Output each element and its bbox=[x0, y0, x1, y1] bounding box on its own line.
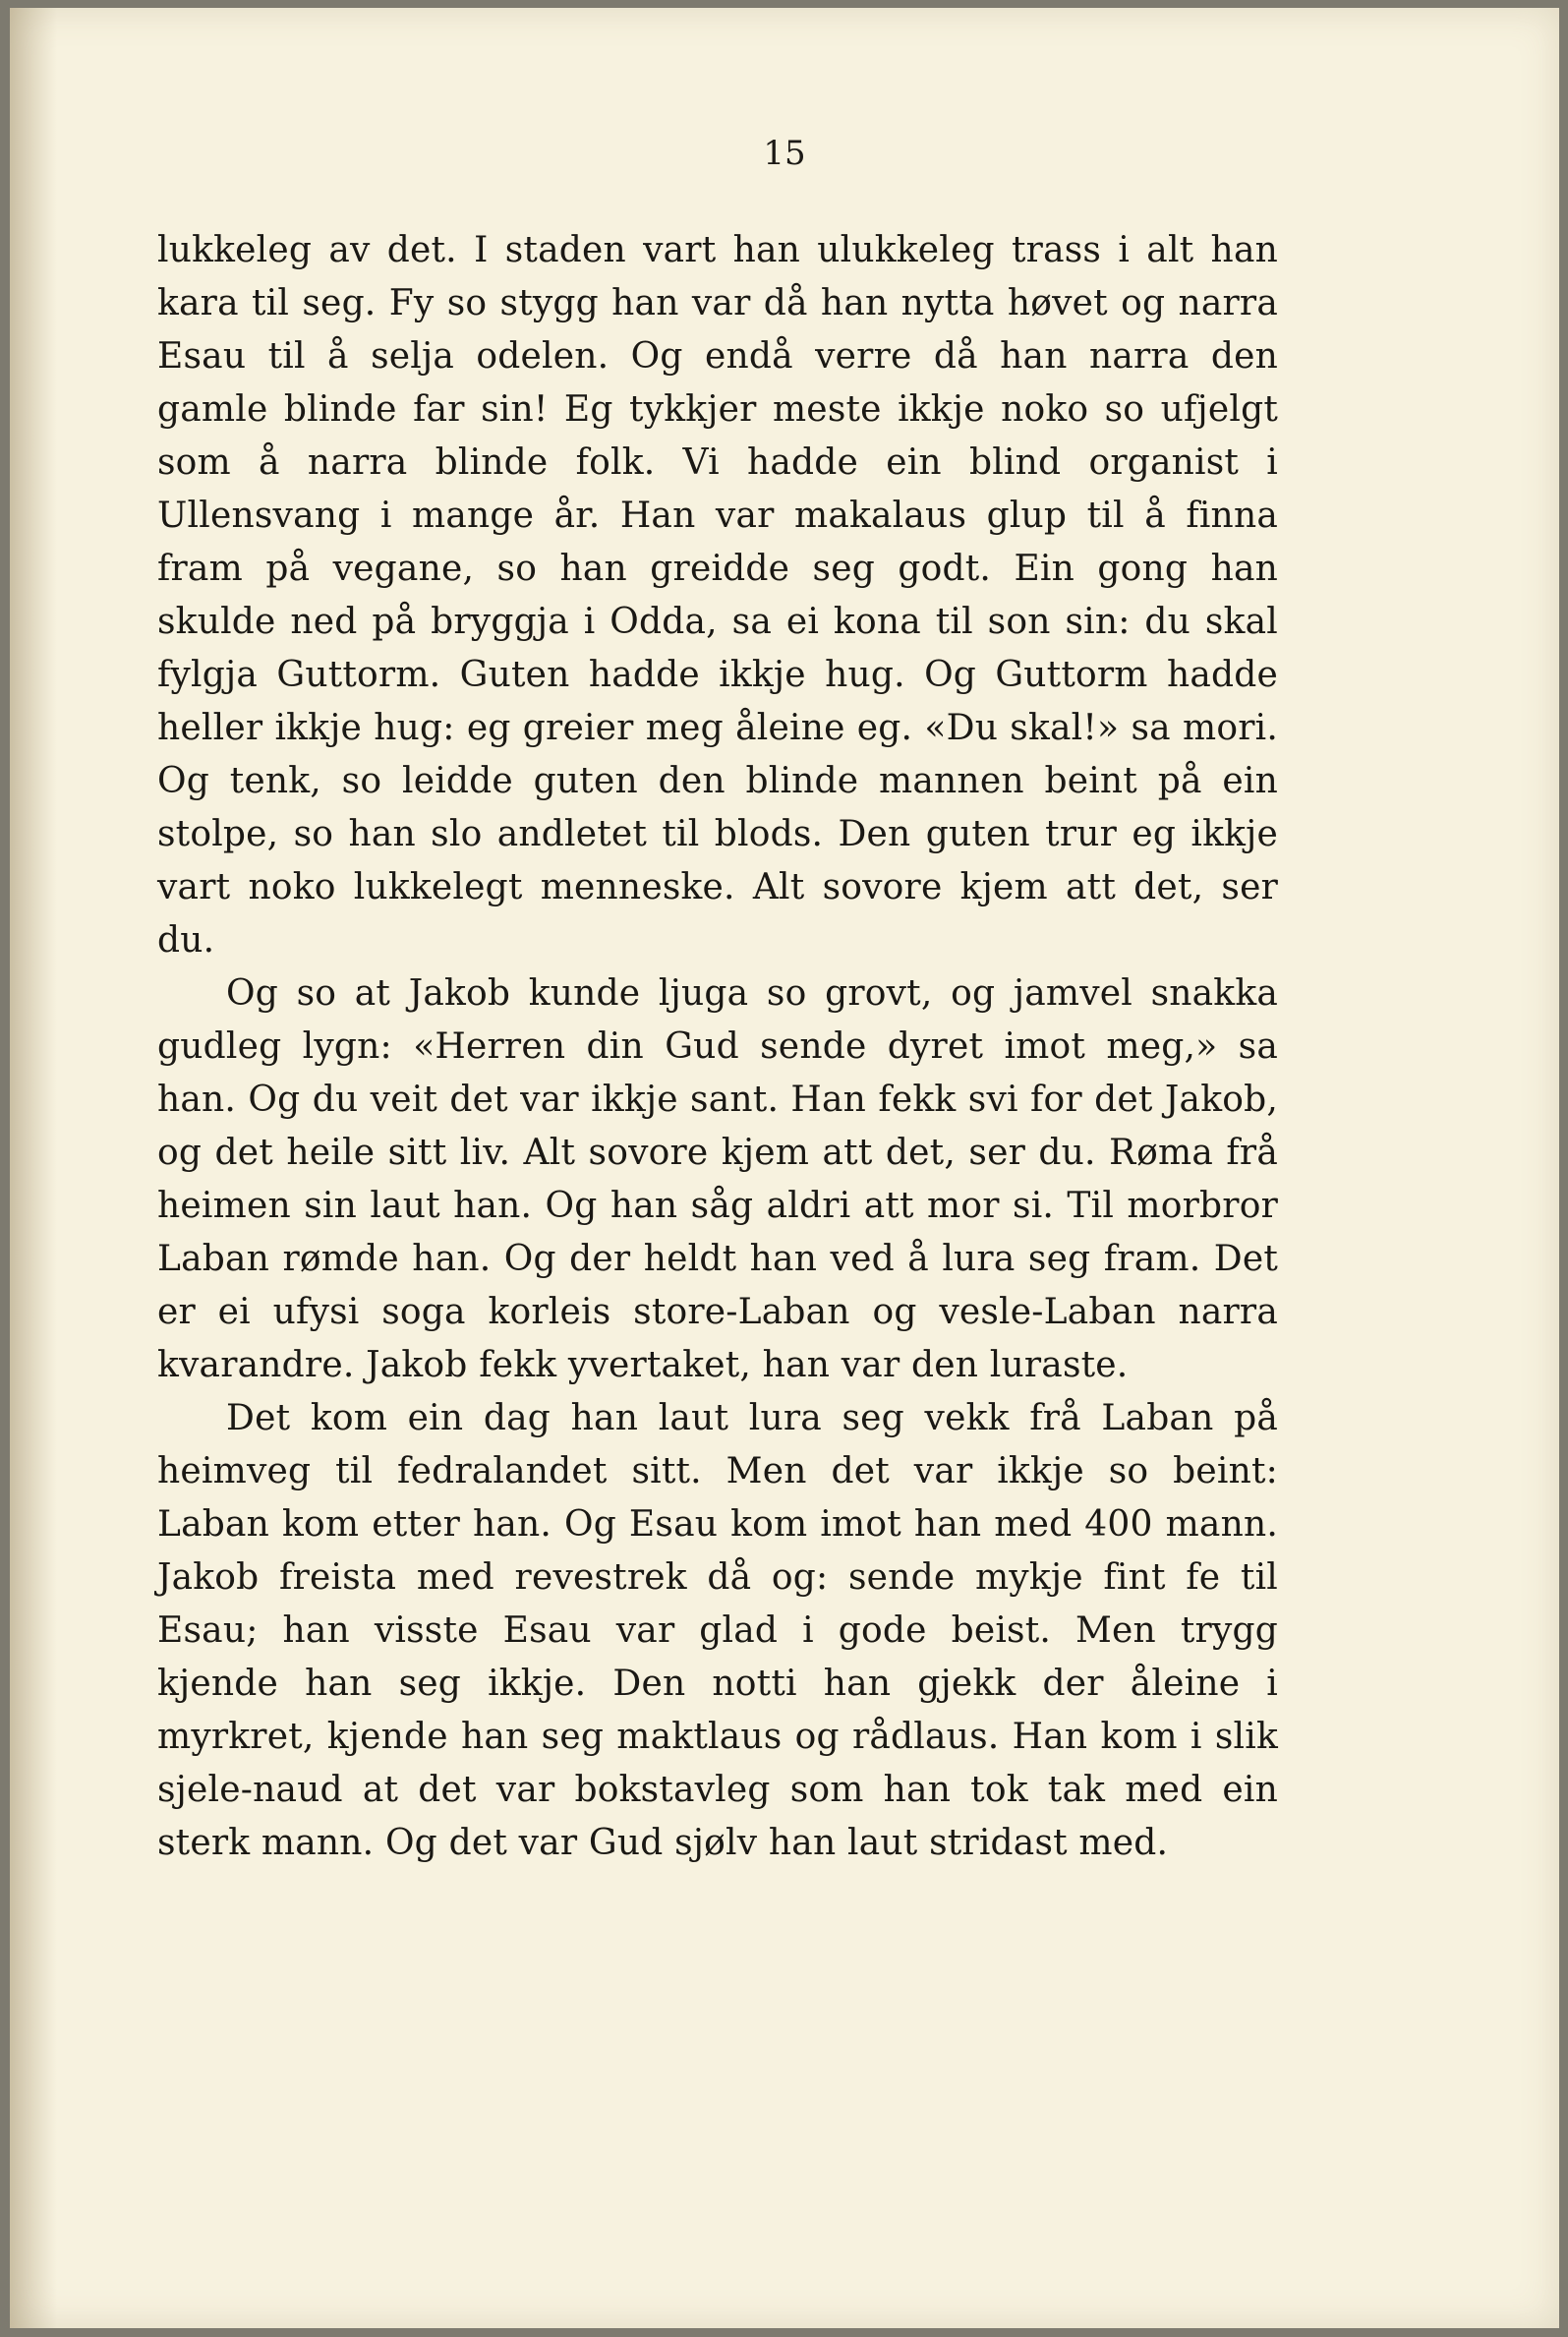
book-page bbox=[10, 8, 1559, 2328]
paragraph-1: lukkeleg av det. I staden vart han ulukkeleg trass i alt han kara til seg. Fy so stygg han var då han nytta høvet og narra Esau til å selja odelen. Og endå verre då han narra den gamle blinde far sin! Eg tykkjer meste ikkje noko so ufjelgt som å narra blinde folk. Vi hadde ein blind organist i Ullensvang i mange år. Han var makalaus glup til å finna fram på vegane, so han greidde seg godt. Ein gong han skulde ned på bryggja i Odda, sa ei kona til son sin: du skal fylgja Guttorm. Guten hadde ikkje hug. Og Guttorm hadde heller ikkje hug: eg greier meg åleine eg. «Du skal!» sa mori. Og tenk, so leidde guten den blinde mannen beint på ein stolpe, so han slo andletet til blods. Den guten trur eg ikkje vart noko lukkelegt menneske. Alt sovore kjem att det, ser du. bbox=[157, 230, 1278, 961]
body-text bbox=[157, 224, 1278, 1870]
page-number: 15 bbox=[763, 134, 806, 173]
page-spine-shadow bbox=[10, 8, 57, 2328]
paragraph-2: Og so at Jakob kunde ljuga so grovt, og jamvel snakka gudleg lygn: «Herren din Gud sende dyret imot meg,» sa han. Og du veit det var ikkje sant. Han fekk svi for det Jakob, og det heile sitt liv. Alt sovore kjem att det, ser du. Røma frå heimen sin laut han. Og han såg aldri att mor si. Til morbror Laban rømde han. Og der heldt han ved å lura seg fram. Det er ei ufysi soga korleis store-Laban og vesle-Laban narra kvarandre. Jakob fekk yvertaket, han var den luraste. bbox=[157, 973, 1278, 1385]
paragraph-3: Det kom ein dag han laut lura seg vekk frå Laban på heimveg til fedralandet sitt. Men det var ikkje so beint: Laban kom etter han. Og Esau kom imot han med 400 mann. Jakob freista med revestrek då og: sende mykje fint fe til Esau; han visste Esau var glad i gode beist. Men trygg kjende han seg ikkje. Den notti han gjekk der åleine i myrkret, kjende han seg maktlaus og rådlaus. Han kom i slik sjele-naud at det var bokstavleg som han tok tak med ein sterk mann. Og det var Gud sjølv han laut stridast med. bbox=[157, 1398, 1278, 1863]
